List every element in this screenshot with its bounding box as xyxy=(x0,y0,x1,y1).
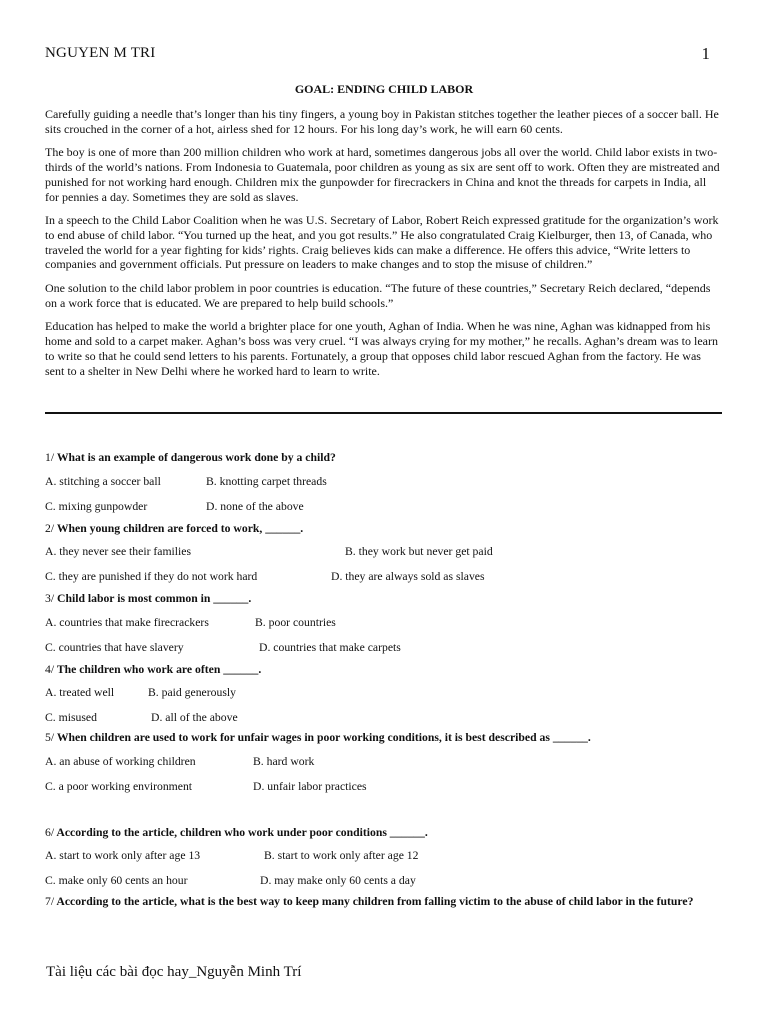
paragraph: Carefully guiding a needle that’s longer than his tiny fingers, a young boy in Pakistan stitches together the leather pieces of a soccer ball. He sits crouched in the corner of a hot, airless shed for 12 hours. For his long day’s work, he will earn 60 cents. xyxy=(45,107,719,136)
option-d: D. they are always sold as slaves xyxy=(331,570,485,583)
article-title: GOAL: ENDING CHILD LABOR xyxy=(294,82,474,96)
footer-note: Tài liệu các bài đọc hay_Nguyễn Minh Trí xyxy=(46,964,302,980)
question-3 xyxy=(45,592,723,661)
question-text: According to the article, children who work under poor conditions ______. xyxy=(56,825,428,839)
paragraph: Education has helped to make the world a brighter place for one youth, Aghan of India. When he was nine, Aghan was kidnapped from his home and sold to a carpet maker. Aghan’s boss was very cruel. “I was always crying for my mother,” he recalls. Aghan’s dream was to learn to write so that he could send letters to his parents. Fortunately, a group that opposes child labor rescued Aghan from the factory. He was sent to a shelter in New Delhi where he worked hard to learn to write. xyxy=(45,319,718,378)
option-b: B. paid generously xyxy=(148,686,236,699)
option-c: C. countries that have slavery xyxy=(45,640,184,654)
option-d: D. unfair labor practices xyxy=(253,779,367,793)
question-prompt xyxy=(45,592,723,607)
question-text: Child labor is most common in ______. xyxy=(57,592,252,605)
option-a: A. countries that make firecrackers xyxy=(45,615,209,629)
paragraph: One solution to the child labor problem in poor countries is education. “The future of these countries,” Secretary Reich declared, “depends on a work force that is educated. We are prepared to help build schools.” xyxy=(45,281,711,310)
question-5 xyxy=(45,731,723,800)
option-b: B. hard work xyxy=(253,754,315,768)
question-number: 5/ xyxy=(45,731,55,744)
question-6 xyxy=(45,826,723,895)
question-prompt xyxy=(45,451,723,466)
question-prompt xyxy=(45,731,723,746)
paragraph: In a speech to the Child Labor Coalition when he was U.S. Secretary of Labor, Robert Reich expressed gratitude for the organization’s work to end abuse of child labor. “You turned up the heat, and you got results.” He also congratulated Craig Kielburger, then 13, of Canada, who traveled the world for a year fighting for kids’ rights. Craig believes kids can make a difference. He offers this advice, “Write letters to companies and government officials. Put pressure on leaders to make changes and to stop the misuse of children.” xyxy=(45,213,719,272)
header-author: NGUYEN M TRI xyxy=(45,45,156,61)
option-b: B. poor countries xyxy=(255,615,336,629)
question-4 xyxy=(45,663,723,732)
question-prompt xyxy=(45,663,723,678)
question-number: 4/ xyxy=(45,662,55,676)
option-c: C. they are punished if they do not work hard xyxy=(45,570,258,583)
question-2 xyxy=(45,522,723,591)
option-c: C. misused xyxy=(45,711,97,724)
option-d: D. may make only 60 cents a day xyxy=(260,874,416,887)
question-prompt xyxy=(45,522,723,537)
option-c: C. make only 60 cents an hour xyxy=(45,874,188,887)
question-number: 3/ xyxy=(45,592,55,605)
question-7 xyxy=(45,895,723,910)
option-b: B. start to work only after age 12 xyxy=(264,849,419,862)
option-a: A. stitching a soccer ball xyxy=(45,474,161,488)
question-text: When young children are forced to work, ______. xyxy=(56,521,304,535)
option-a: A. they never see their families xyxy=(45,545,192,558)
option-d: D. none of the above xyxy=(206,499,304,513)
question-text: When children are used to work for unfair wages in poor working conditions, it is best described as ______. xyxy=(56,731,591,744)
option-c: C. mixing gunpowder xyxy=(45,499,148,513)
section-divider xyxy=(45,412,722,414)
question-list xyxy=(45,451,723,910)
question-prompt xyxy=(45,895,723,910)
article-body xyxy=(45,107,723,387)
page-number: 1 xyxy=(701,44,710,63)
question-number: 6/ xyxy=(45,825,55,839)
option-a: A. an abuse of working children xyxy=(45,754,196,768)
option-a: A. treated well xyxy=(45,686,115,699)
option-c: C. a poor working environment xyxy=(45,779,193,793)
paragraph: The boy is one of more than 200 million children who work at hard, sometimes dangerous jobs all over the world. Child labor exists in two-thirds of the world’s nations. From Indonesia to Guatemala, poor children as young as six are sent off to work. Often they are mistreated and punished for not working hard enough. Children mix the gunpowder for firecrackers in China and knot the threads for carpets in India, all for pennies a day. Sometimes they are sold as slaves. xyxy=(45,145,720,204)
question-number: 7/ xyxy=(45,895,55,908)
option-d: D. countries that make carpets xyxy=(259,640,401,654)
question-text: What is an example of dangerous work done by a child? xyxy=(56,451,336,464)
question-1 xyxy=(45,451,723,520)
option-a: A. start to work only after age 13 xyxy=(45,849,201,862)
option-d: D. all of the above xyxy=(151,711,238,724)
option-b: B. they work but never get paid xyxy=(345,545,493,558)
question-text: The children who work are often ______. xyxy=(56,662,262,676)
option-b: B. knotting carpet threads xyxy=(206,474,327,488)
question-number: 2/ xyxy=(45,521,55,535)
question-number: 1/ xyxy=(45,451,55,464)
question-prompt xyxy=(45,826,723,841)
question-text: According to the article, what is the best way to keep many children from falling victim to the abuse of child labor in the future? xyxy=(56,895,694,908)
